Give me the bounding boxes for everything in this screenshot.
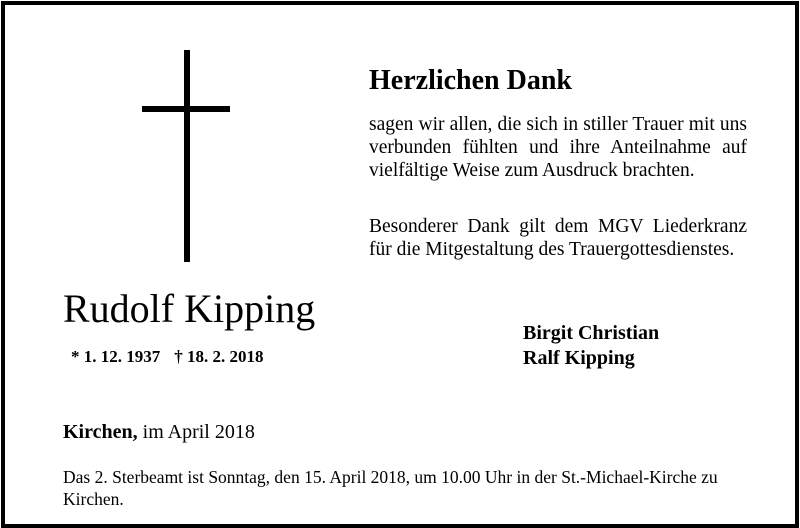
signer-name: Ralf Kipping bbox=[523, 347, 635, 369]
death-date: † 18. 2. 2018 bbox=[174, 347, 264, 366]
cross-horizontal-bar bbox=[142, 106, 230, 112]
mass-notice: Das 2. Sterbeamt ist Sonntag, den 15. April 2018, um 10.00 Uhr in der St.-Michael-Kirche zu Kirchen. bbox=[63, 467, 718, 509]
date: im April 2018 bbox=[142, 421, 255, 443]
cross-vertical-bar bbox=[184, 50, 190, 262]
special-thanks-paragraph: Besonderer Dank gilt dem MGV Liederkranz für die Mitgestaltung des Trauergottesdienstes. bbox=[369, 216, 747, 260]
deceased-name: Rudolf Kipping bbox=[63, 286, 316, 331]
place: Kirchen, bbox=[63, 421, 138, 443]
signer-name: Birgit Christian bbox=[523, 322, 660, 344]
obituary-frame bbox=[1, 1, 799, 528]
heading: Herzlichen Dank bbox=[369, 65, 572, 96]
place-date bbox=[63, 421, 255, 444]
signers bbox=[523, 321, 659, 371]
life-dates bbox=[71, 347, 264, 367]
thanks-paragraph: sagen wir allen, die sich in stiller Trauer mit uns verbunden fühlten und ihre Anteilnahme auf vielfältige Weise zum Ausdruck brachten. bbox=[369, 114, 747, 181]
birth-date: * 1. 12. 1937 bbox=[71, 347, 161, 366]
